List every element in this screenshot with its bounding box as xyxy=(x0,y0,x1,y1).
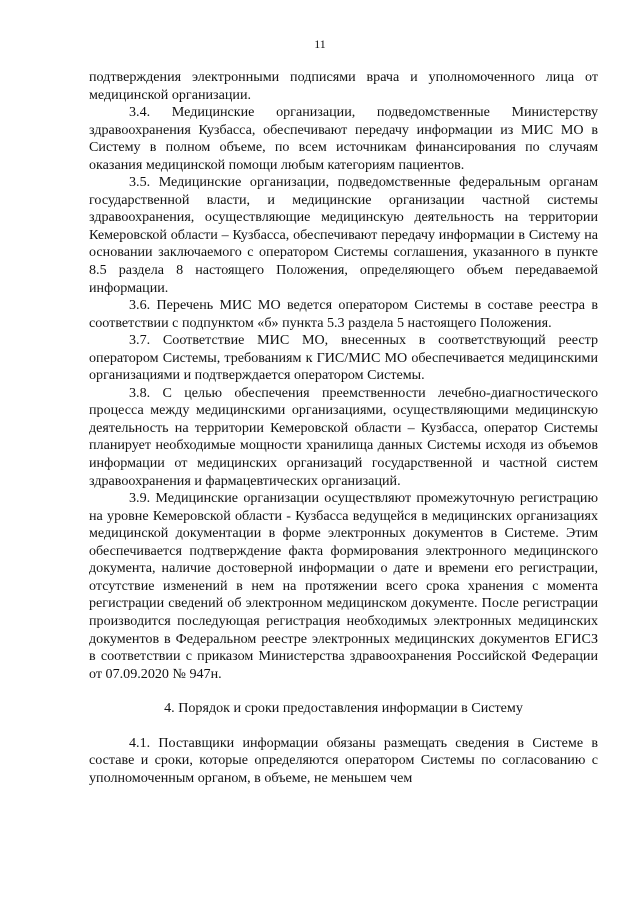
paragraph-continuation: подтверждения электронными подписями врача и уполномоченного лица от медицинской организации. xyxy=(89,69,598,103)
page-number: 11 xyxy=(314,37,326,51)
paragraph-3-5: 3.5. Медицинские организации, подведомственные федеральным органам государственной власти, и медицинские организации частной системы здравоохранения, осуществляющие медицинскую деятельность на территории Кемеровской области – Кузбасса, обеспечивают передачу информации в Систему на основании заключаемого с оператором Системы соглашения, указанного в пункте 8.5 раздела 8 настоящего Положения, определяющего объем передаваемой информации. xyxy=(89,174,598,296)
paragraph-3-9: 3.9. Медицинские организации осуществляют промежуточную регистрацию на уровне Кемеровской области - Кузбасса ведущейся в медицинских организациях медицинской документации в форме электронных документов в Системе. Этим обеспечивается подтверждение факта формирования электронного медицинского документа, наличие достоверной информации о дате и времени его регистрации, отсутствие изменений в нем на протяжении всего срока хранения с момента регистрации сведений об электронном медицинском документе. После регистрации производится последующая регистрация необходимых электронных медицинских документов в Федеральном реестре электронных медицинских документов ЕГИСЗ в соответствии с приказом Министерства здравоохранения Российской Федерации от 07.09.2020 № 947н. xyxy=(89,490,598,682)
paragraph-4-1: 4.1. Поставщики информации обязаны размещать сведения в Системе в составе и сроки, которые определяются оператором Системы по согласованию с уполномоченным органом, в объеме, не меньшем чем xyxy=(89,734,598,786)
paragraph-3-4: 3.4. Медицинские организации, подведомственные Министерству здравоохранения Кузбасса, обеспечивают передачу информации из МИС МО в Систему в полном объеме, по всем источникам финансирования по случаям оказания медицинской помощи любым категориям пациентов. xyxy=(89,104,598,173)
paragraph-3-6: 3.6. Перечень МИС МО ведется оператором Системы в составе реестра в соответствии с подпунктом «б» пункта 5.3 раздела 5 настоящего Положения. xyxy=(89,297,598,331)
paragraph-3-8: 3.8. С целью обеспечения преемственности лечебно-диагностического процесса между медицинскими организациями, осуществляющими медицинскую деятельность на территории Кемеровской области – Кузбасса, оператор Системы планирует необходимые мощности хранилища данных Системы исходя из объемов информации от медицинских организаций государственной и частной систем здравоохранения и фармацевтических организаций. xyxy=(89,384,598,489)
section-heading: 4. Порядок и сроки предоставления информации в Систему xyxy=(164,700,523,717)
paragraph-3-7: 3.7. Соответствие МИС МО, внесенных в соответствующий реестр оператором Системы, требованиям к ГИС/МИС МО обеспечивается медицинскими организациями и подтверждается оператором Системы. xyxy=(89,332,598,384)
document-body xyxy=(89,69,598,787)
